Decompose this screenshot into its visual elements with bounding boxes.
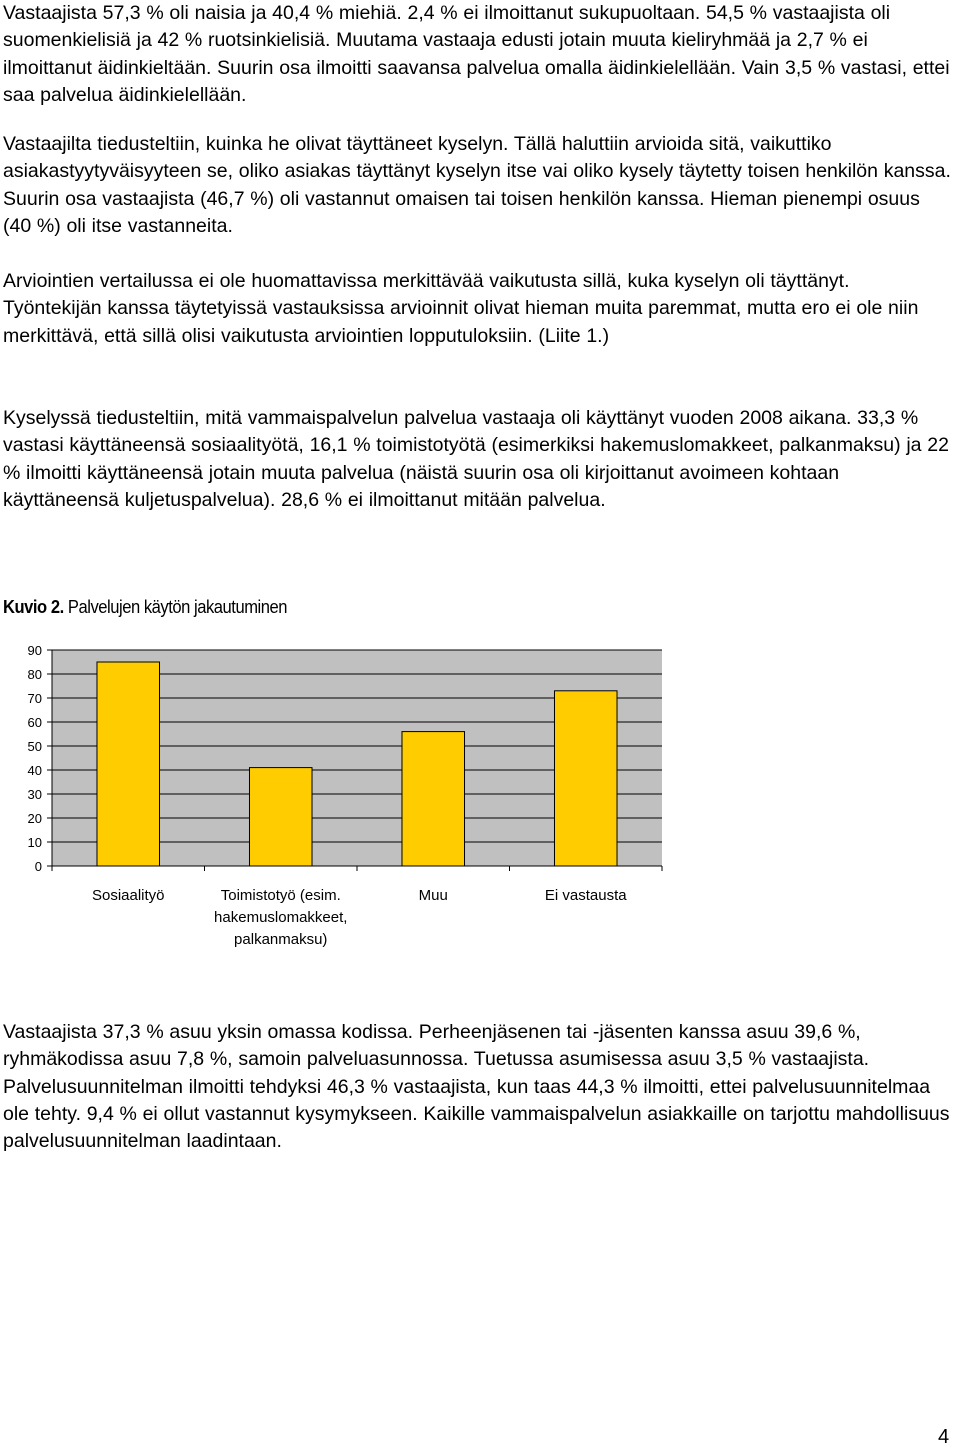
figure-title: Palvelujen käytön jakautuminen: [67, 597, 288, 617]
figure-label: Kuvio 2.: [3, 597, 64, 617]
y-tick-label: 0: [34, 859, 42, 874]
bar-chart: [0, 630, 700, 950]
x-tick-label: hakemuslomakkeet,: [214, 909, 348, 926]
paragraph-services-used: Kyselyssä tiedusteltiin, mitä vammaispalvelun palvelua vastaaja oli käyttänyt vuoden 2008 aikana. 33,3 % vastasi käyttäneensä sosiaalityötä, 16,1 % toimistotyötä (esimerkiksi hakemuslomakkeet, palkanmaksu) ja 22 % ilmoitti käyttäneensä jotain muuta palvelua (näistä suurin osa oli kirjoittanut avoimeen kohtaan käyttäneensä kuljetuspalvelua). 28,6 % ei ilmoittanut mitään palvelua.: [3, 407, 949, 511]
y-tick-label: 40: [27, 763, 42, 778]
paragraph-comparison: Arviointien vertailussa ei ole huomattavissa merkittävää vaikutusta sillä, kuka kyselyn oli täyttänyt. Työntekijän kanssa täytetyissä vastauksissa arvioinnit olivat hieman muita paremmat, mutta ero ei ole niin merkittävä, että sillä olisi vaikutusta arviointien lopputuloksiin. (Liite 1.): [3, 270, 919, 347]
figure-caption: [3, 595, 287, 619]
paragraph-demographics: Vastaajista 57,3 % oli naisia ja 40,4 % miehiä. 2,4 % ei ilmoittanut sukupuoltaan. 54,5 % vastaajista oli suomenkielisiä ja 42 % ruotsinkielisiä. Muutama vastaaja edusti jotain muuta kieliryhmää ja 2,7 % ei ilmoittanut äidinkieltään. Suurin osa ilmoitti saavansa palvelua omalla äidinkielellään. Vain 3,5 % vastasi, ettei saa palvelua äidinkielellään.: [3, 2, 950, 106]
page-number: 4: [938, 1426, 950, 1448]
y-tick-label: 70: [27, 691, 42, 706]
bar: [402, 732, 465, 866]
y-tick-label: 60: [27, 715, 42, 730]
x-tick-label: Muu: [418, 887, 448, 904]
y-tick-label: 30: [27, 787, 42, 802]
x-tick-label: palkanmaksu): [234, 931, 328, 948]
x-tick-label: Toimistotyö (esim.: [220, 887, 341, 904]
x-tick-label: Sosiaalityö: [91, 887, 165, 904]
bar: [554, 691, 617, 866]
y-tick-label: 90: [27, 643, 42, 658]
y-tick-label: 20: [27, 811, 42, 826]
y-tick-label: 10: [27, 835, 42, 850]
paragraph-living: Vastaajista 37,3 % asuu yksin omassa kodissa. Perheenjäsenen tai -jäsenten kanssa asuu 39,6 %, ryhmäkodissa asuu 7,8 %, samoin palveluasunnossa. Tuetussa asumisessa asuu 3,5 % vastaajista. Palvelusuunnitelman ilmoitti tehdyksi 46,3 % vastaajista, kun taas 44,3 % ilmoitti, ettei palvelusuunnitelmaa ole tehty. 9,4 % ei ollut vastannut kysymykseen. Kaikille vammaispalvelun asiakkaille on tarjottu mahdollisuus palvelusuunnitelman laadintaan.: [3, 1021, 950, 1153]
x-tick-label: Ei vastausta: [544, 887, 627, 904]
y-tick-label: 50: [27, 739, 42, 754]
bar: [97, 662, 160, 866]
bar: [249, 768, 312, 866]
y-tick-label: 80: [27, 667, 42, 682]
paragraph-survey-method: Vastaajilta tiedusteltiin, kuinka he olivat täyttäneet kyselyn. Tällä haluttiin arvioida sitä, vaikuttiko asiakastyytyväisyyteen se, oliko asiakas täyttänyt kyselyn itse vai oliko kysely täytetty toisen henkilön kanssa. Suurin osa vastaajista (46,7 %) oli vastannut omaisen tai toisen henkilön kanssa. Hieman pienempi osuus (40 %) oli itse vastanneita.: [3, 133, 951, 237]
